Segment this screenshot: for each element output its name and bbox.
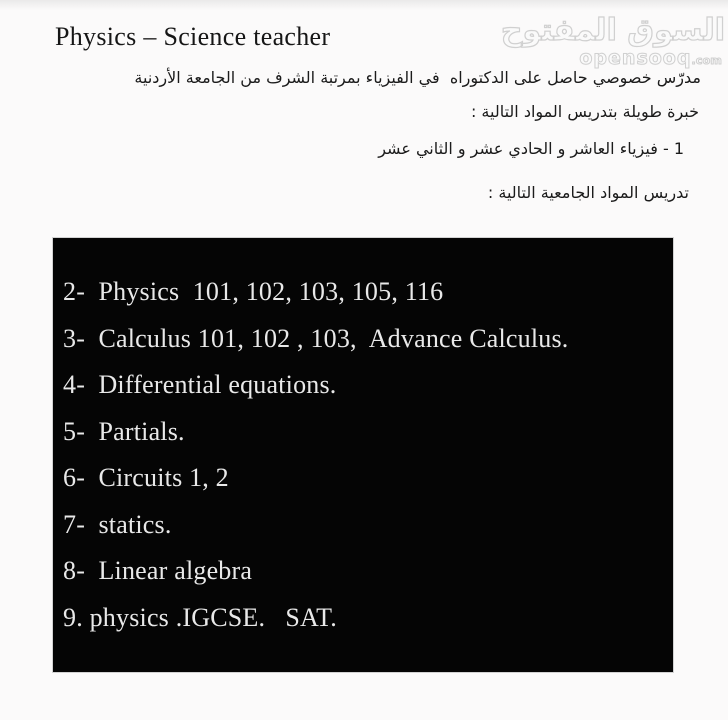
subject-line-igcse-sat: 9. physics .IGCSE. SAT. [63,602,337,632]
opensooq-logo-domain [501,49,728,70]
opensooq-logo-arabic: السوق المفتوح [500,13,725,48]
university-subjects-heading: تدريس المواد الجامعية التالية : [487,183,689,202]
subject-line-physics: 2- Physics 101, 102, 103, 105, 116 [63,277,444,306]
opensooq-tld-text: .com [691,54,722,67]
university-subjects-box [53,238,673,672]
opensooq-watermark [501,13,728,70]
intro-line-2: خبرة طويلة بتدريس المواد التالية : [470,102,699,121]
subject-line-calculus: 3- Calculus 101, 102 , 103, Advance Calculus. [63,323,569,353]
page-title: Physics – Science teacher [55,22,331,51]
subject-line-partials: 5- Partials. [63,416,185,446]
subject-line-differential-equations: 4- Differential equations. [63,370,337,399]
opensooq-domain-text: opensooq [579,47,692,69]
intro-line-1: مدرّس خصوصي حاصل على الدكتوراه في الفيزياء بمرتبة الشرف من الجامعة الأردنية [134,68,701,87]
subject-line-circuits: 6- Circuits 1, 2 [63,463,229,492]
subject-line-statics: 7- statics. [63,509,172,539]
subject-line-linear-algebra: 8- Linear algebra [63,556,253,585]
top-edge-shade [0,0,728,10]
grade-subjects-line: 1 - فيزياء العاشر و الحادي عشر و الثاني عشر [378,139,684,158]
